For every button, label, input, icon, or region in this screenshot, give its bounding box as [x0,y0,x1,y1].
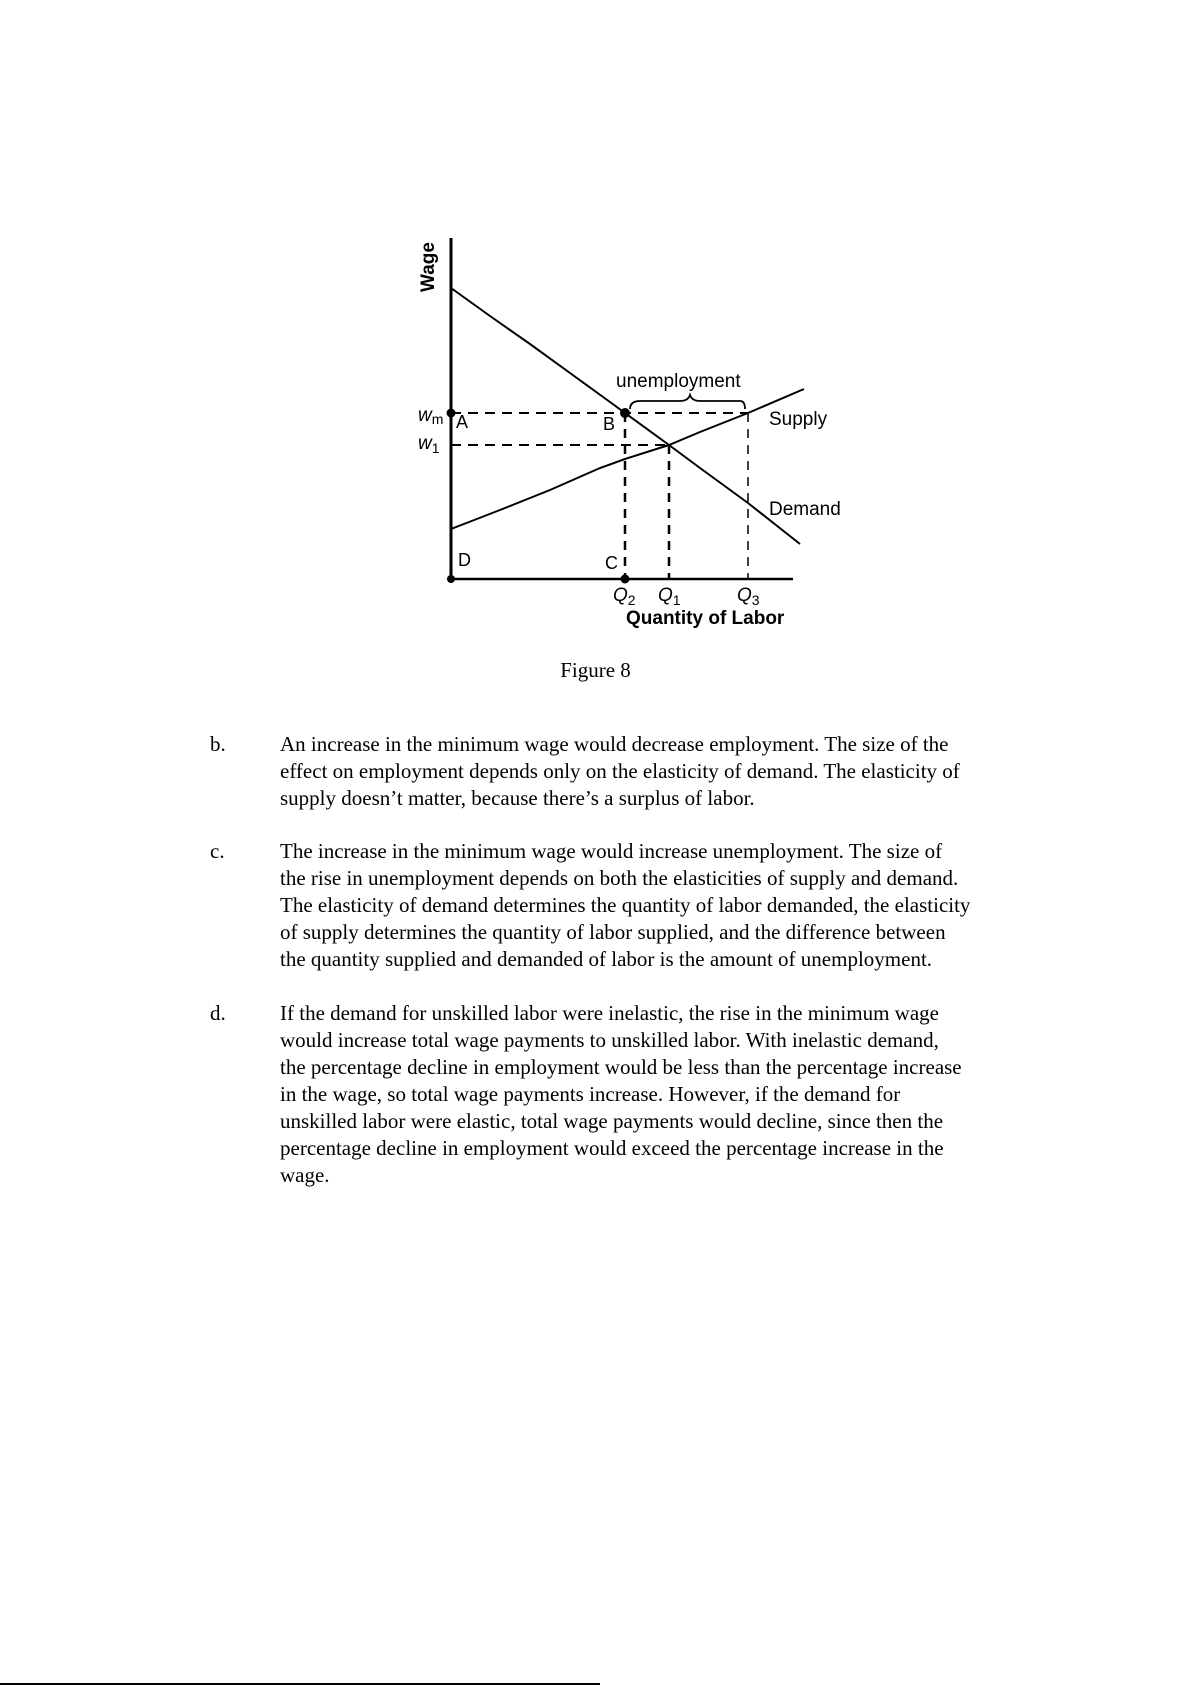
point-a-label: A [456,412,469,432]
answer-c-line: The increase in the minimum wage would increase unemployment. The size of [280,839,943,863]
point-d-label: D [458,550,471,570]
point-d-dot [447,575,455,583]
point-b-label: B [603,414,616,434]
answer-b-text [280,731,1050,812]
q1-tick-label: $Q_1$ [658,585,681,608]
unemployment-brace [630,395,745,409]
answer-c-line: the rise in unemployment depends on both the elasticities of supply and demand. [280,866,959,890]
answer-d-marker: d. [210,1001,226,1025]
unemployment-label: unemployment [616,371,741,392]
answer-b-line: effect on employment depends only on the elasticity of demand. The elasticity of [280,759,960,783]
labor-market-chart [0,0,1191,700]
answer-c-line: of supply determines the quantity of labor supplied, and the difference between [280,920,946,944]
q2-tick-label: $Q_2$ [613,585,636,608]
supply-label: Supply [769,409,828,430]
answer-b-line: supply doesn’t matter, because there’s a surplus of labor. [280,786,755,810]
answer-b-marker: b. [210,732,226,756]
point-b-dot [620,408,630,418]
answer-d-line: would increase total wage payments to unskilled labor. With inelastic demand, [280,1028,939,1052]
w1-tick-label: $w_1$ [418,433,440,456]
answer-d-line: percentage decline in employment would exceed the percentage increase in the [280,1136,944,1160]
y-axis-label: Wage [418,242,439,292]
answer-d-line: in the wage, so total wage payments increase. However, if the demand for [280,1082,901,1106]
answer-b-line: An increase in the minimum wage would decrease employment. The size of the [280,732,949,756]
point-a-dot [447,409,456,418]
point-c-label: C [605,553,618,573]
demand-label: Demand [769,499,841,520]
figure-8 [0,0,1191,700]
answer-c-line: the quantity supplied and demanded of labor is the amount of unemployment. [280,947,933,971]
answer-c-text [280,838,1050,973]
answer-c-line: The elasticity of demand determines the quantity of labor demanded, the elasticity [280,893,971,917]
q3-tick-label: $Q_3$ [737,585,760,608]
x-axis-label: Quantity of Labor [626,608,785,629]
figure-caption: Figure 8 [560,658,631,682]
answer-d-line: If the demand for unskilled labor were inelastic, the rise in the minimum wage [280,1001,939,1025]
answer-c-marker: c. [210,839,225,863]
answer-d-line: unskilled labor were elastic, total wage payments would decline, since then the [280,1109,944,1133]
answer-d-text [280,1000,1050,1189]
answer-d-line: wage. [280,1163,330,1187]
point-c-dot [621,575,630,584]
wm-tick-label: wm [418,405,444,427]
answer-d-line: the percentage decline in employment would be less than the percentage increase [280,1055,962,1079]
